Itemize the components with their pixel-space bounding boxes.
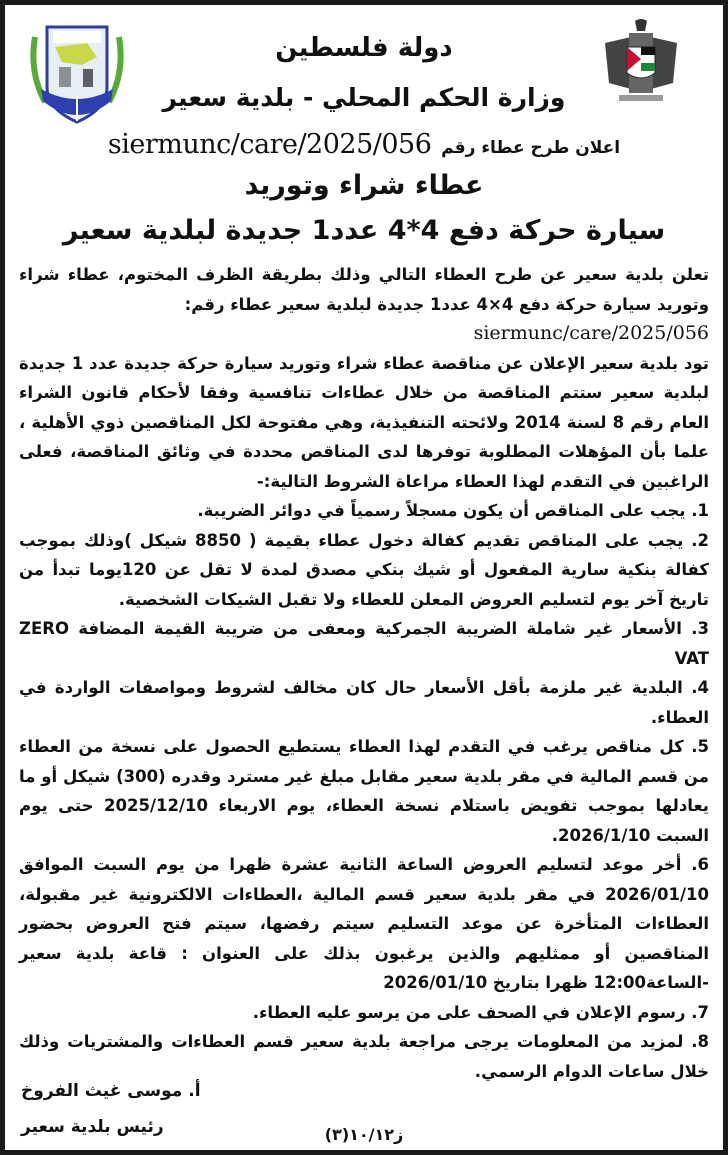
- condition-8: 8. لمزيد من المعلومات يرجى مراجعة بلدية سعير قسم العطاءات والمشتريات وذلك خلال ساعات الدوام الرسمي.: [19, 1032, 709, 1081]
- condition-3: 3. الأسعار غير شاملة الضريبة الجمركية ومعفى من ضريبة القيمة المضافة ZERO VAT: [19, 619, 709, 668]
- signatory-name: أ. موسى غيث الفروخ: [21, 1081, 201, 1101]
- condition-1: 1. يجب على المناقص أن يكون مسجلاً رسمياً في دوائر الضريبة.: [197, 501, 709, 520]
- announcement-body: [19, 260, 709, 1086]
- tender-reference-label: اعلان طرح عطاء رقم: [441, 138, 621, 158]
- announcement-header: [5, 5, 723, 260]
- tender-subject: سيارة حركة دفع 4*4 عدد1 جديدة لبلدية سعير: [62, 215, 666, 246]
- country-title: دولة فلسطين: [275, 33, 453, 63]
- condition-4: 4. البلدية غير ملزمة بأقل الأسعار حال كان مخالف لشروط ومواصفات الواردة في العطاء.: [19, 678, 709, 727]
- signatory-title: رئيس بلدية سعير: [21, 1117, 164, 1137]
- tender-reference-number: siermunc/care/2025/056: [107, 129, 432, 160]
- condition-5: 5. كل مناقص يرغب في التقدم لهذا العطاء يستطيع الحصول على نسخة من العطاء من قسم المالية في مقر بلدية سعير مقابل مبلغ غير مسترد وقدره (300) شيكل أو ما يعادلها بموجب تفويض باستلام نسخة العطاء، يوم الاربعاء 2025/12/10 حتى يوم السبت 2026/1/10.: [19, 737, 709, 845]
- condition-2: 2. يجب على المناقص تقديم كفالة دخول عطاء بقيمة ( 8850 شيكل )وذلك بموجب كفالة بنكية سارية المفعول أو شيك بنكي مصدق لمدة لا تقل عن 120يوما تبدأ من تاريخ آخر يوم لتسليم العروض المعلن للعطاء ولا تقبل الشيكات الشخصية.: [19, 530, 710, 609]
- condition-7: 7. رسوم الإعلان في الصحف على من يرسو عليه العطاء.: [252, 1002, 709, 1022]
- intro-paragraph: تعلن بلدية سعير عن طرح العطاء التالي وذلك بطريقة الظرف المختوم، عطاء شراء وتوريد سيارة حركة دفع 4×4 عدد1 جديدة لبلدية سعير عطاء رقم:: [19, 265, 709, 314]
- tender-title: عطاء شراء وتوريد: [244, 170, 484, 201]
- main-paragraph: تود بلدية سعير الإعلان عن مناقصة عطاء شراء وتوريد سيارة حركة جديدة عدد 1 جديدة لبلدية سعير ستتم المناقصة من خلال عطاءات تنافسية وفقا لأحكام قانون الشراء العام رقم 8 لسنة 2014 ولائحته التنفيذية، وهي مفتوحة لكل المناقصين ذوي الأهلية ، علما بأن المؤهلات المطلوبة توفرها لدى المناقص محددة في وثائق المناقصة، فعلى الراغبين في التقدم لهذا العطاء مراعاة الشروط التالية:-: [19, 353, 710, 491]
- ministry-title: وزارة الحكم المحلي - بلدية سعير: [162, 83, 566, 112]
- intro-reference-number: siermunc/care/2025/056: [473, 322, 709, 344]
- publication-code: ز١٠/١٢(٣): [324, 1125, 404, 1144]
- condition-6: 6. أخر موعد لتسليم العروض الساعة الثانية عشرة ظهرا من يوم السبت الموافق 2026/01/10 في مقر بلدية سعير قسم المالية ،العطاءات الالكترونية غير مقبولة، العطاءات المتأخرة عن موعد التسليم سيتم رفضها، سيتم فتح العروض بحضور المناقصين أو ممثليهم والذين يرغبون بذلك على العنوان : قاعة بلدية سعير -الساعة12:00 ظهرا بتاريخ 2026/01/10: [19, 855, 709, 992]
- tender-reference: [5, 127, 723, 160]
